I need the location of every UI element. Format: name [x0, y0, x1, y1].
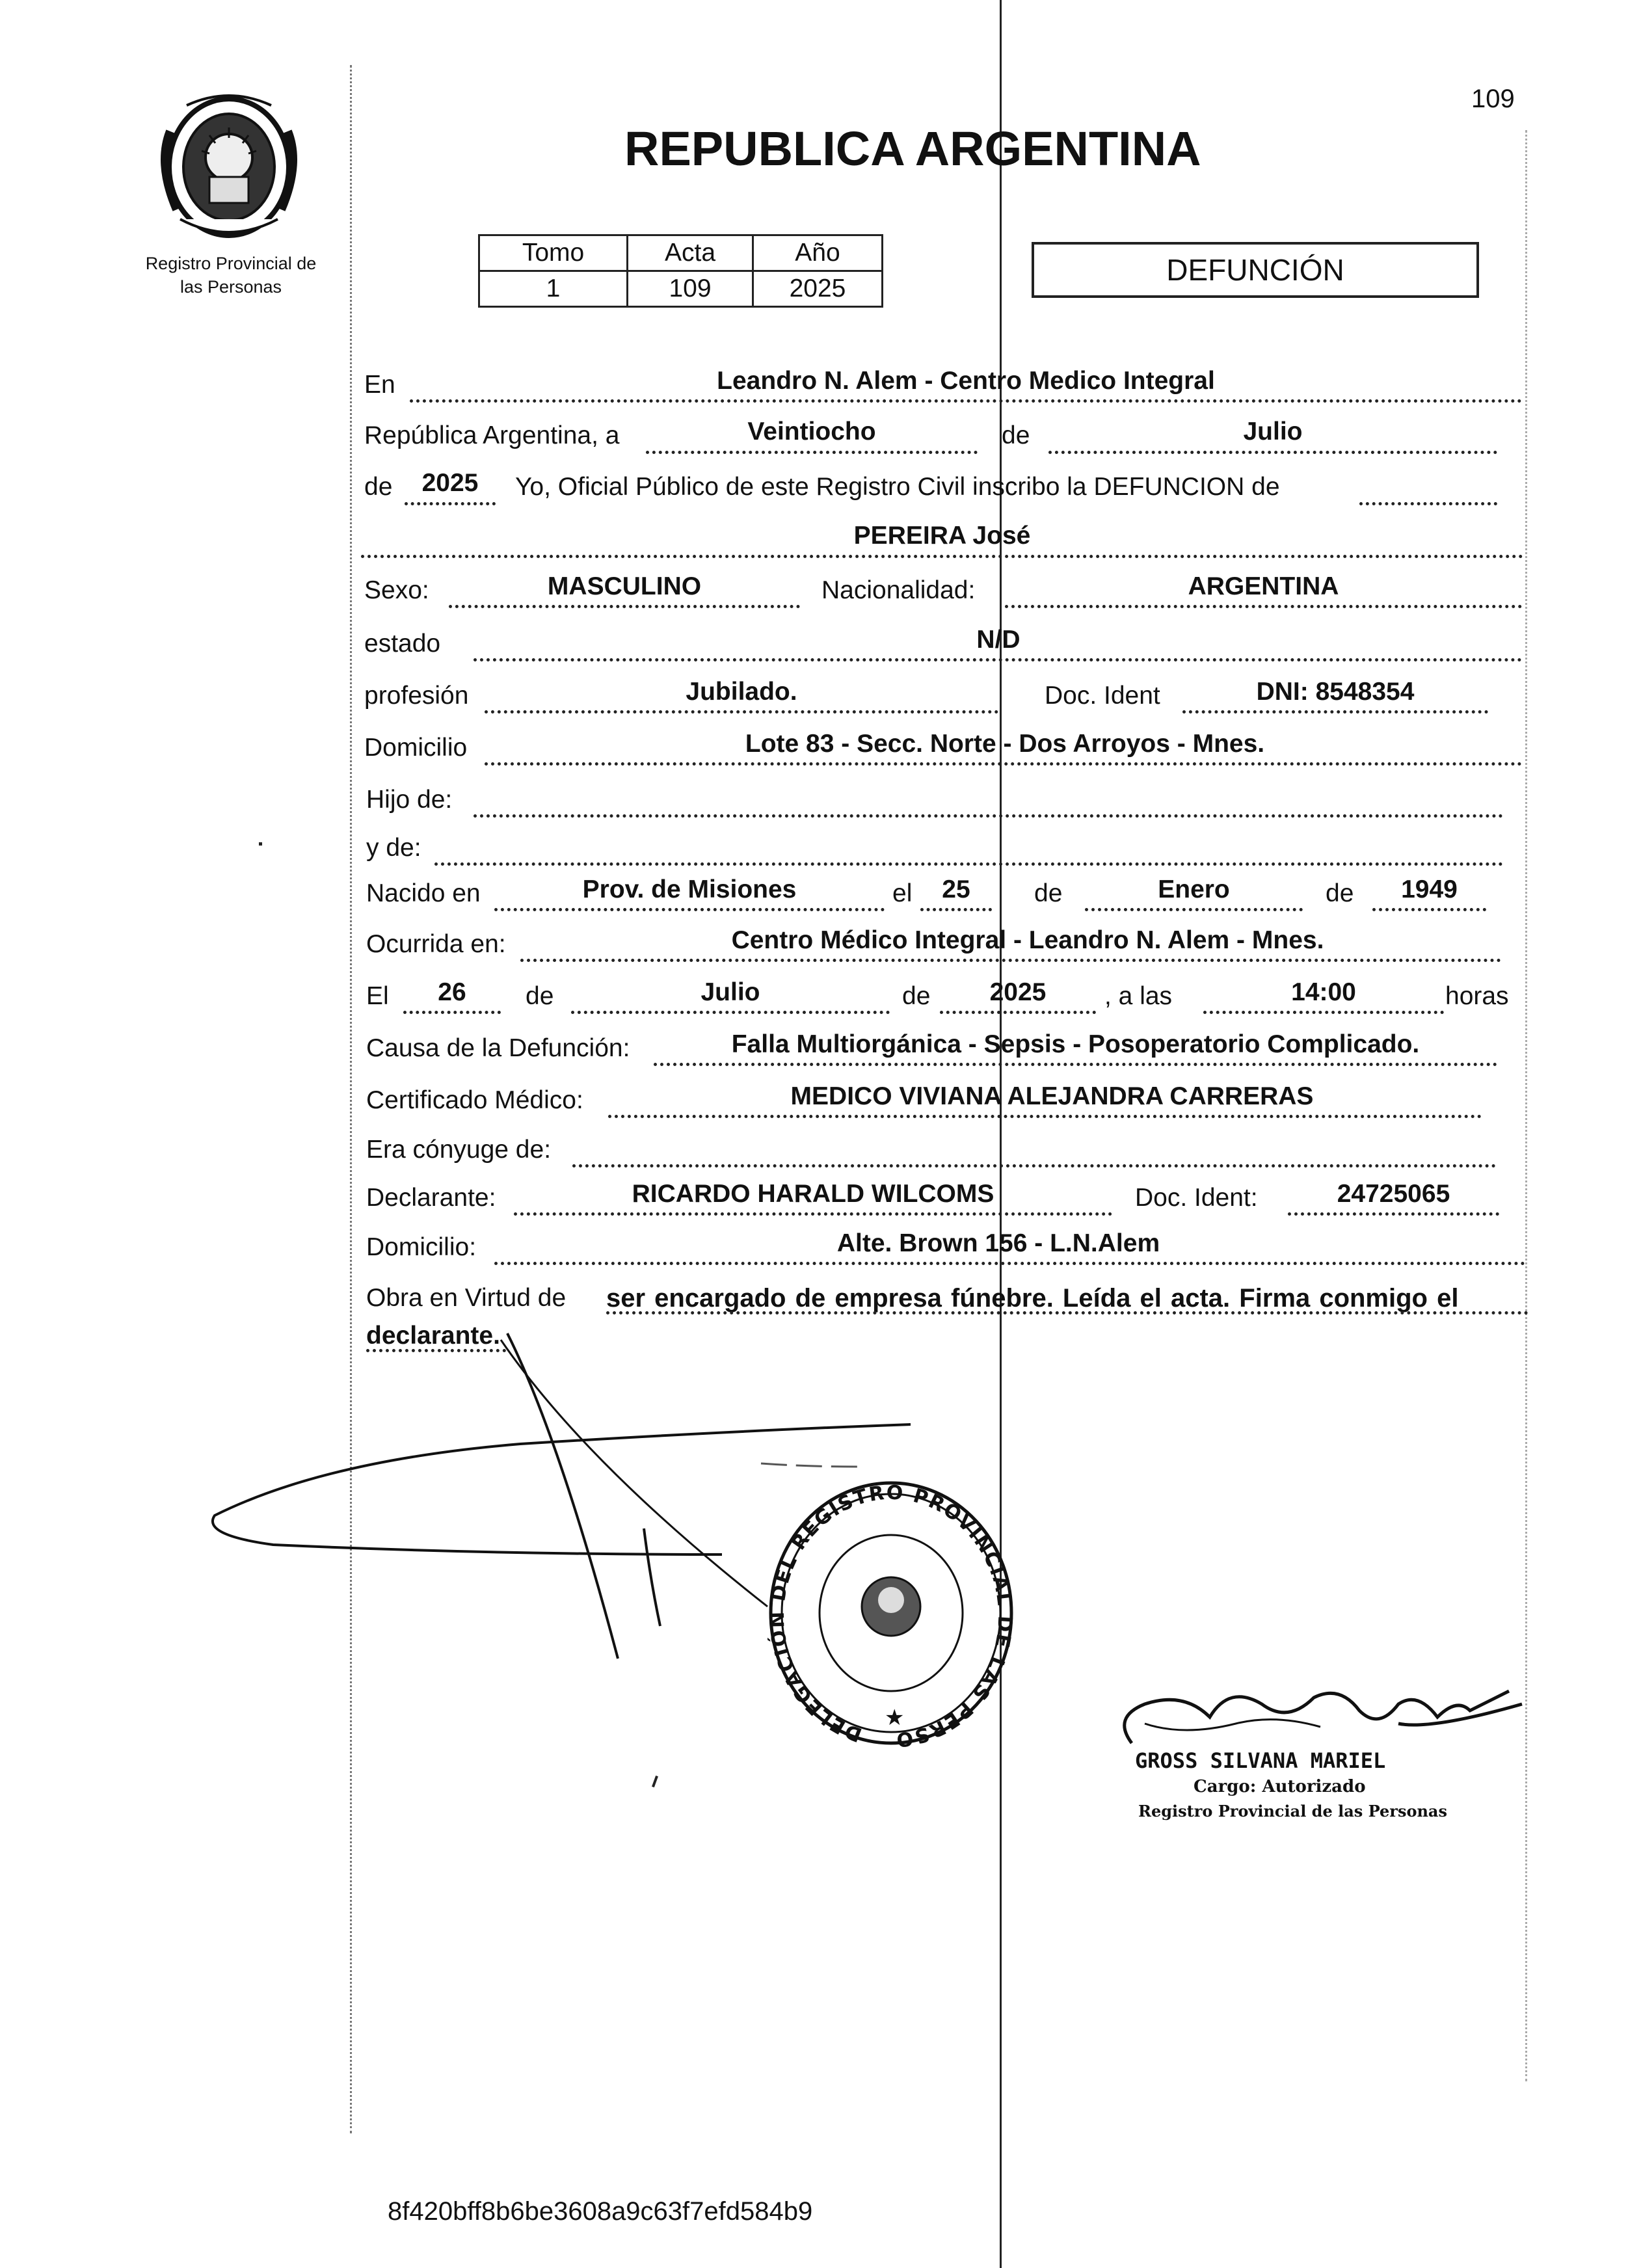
document-hash: 8f420bff8b6be3608a9c63f7efd584b9 [388, 2197, 813, 2226]
dotted-line [434, 862, 1503, 866]
dotted-line [474, 658, 1522, 661]
dotted-line [410, 399, 1522, 403]
label-domicilio: Domicilio [364, 734, 468, 762]
dotted-line [405, 502, 496, 505]
label-profesion: profesión [364, 682, 469, 710]
label-domicilio-2: Domicilio: [366, 1233, 477, 1261]
dotted-line [520, 959, 1501, 962]
agency-name-line1: Registro Provincial de [145, 254, 317, 273]
declarant-doc-value: 24725065 [1337, 1180, 1450, 1208]
label-de-2: de [1326, 879, 1354, 907]
label-estado: estado [364, 630, 441, 658]
birth-day-value: 25 [942, 875, 970, 903]
dotted-line [1359, 502, 1497, 505]
dotted-line [1005, 605, 1522, 608]
dotted-line [1048, 451, 1497, 454]
dotted-line [403, 1011, 501, 1014]
year-value: 2025 [421, 469, 479, 497]
page-number: 109 [1471, 85, 1515, 113]
left-margin-line [350, 65, 352, 2133]
agency-name-line2: las Personas [180, 277, 282, 297]
label-de-4: de [902, 982, 931, 1010]
dotted-line [571, 1011, 890, 1014]
deceased-name-value: PEREIRA José [853, 522, 1031, 550]
label-sexo: Sexo: [364, 576, 429, 604]
document-title: REPUBLICA ARGENTINA [624, 122, 1201, 176]
label-doc-ident-2: Doc. Ident: [1135, 1184, 1258, 1212]
place-value: Leandro N. Alem - Centro Medico Integral [717, 367, 1215, 395]
label-el: el [892, 879, 913, 907]
dotted-line [485, 710, 998, 714]
reference-table [478, 234, 883, 308]
label-a-las: , a las [1104, 982, 1173, 1010]
dotted-line [1288, 1212, 1499, 1216]
death-day-value: 26 [438, 978, 466, 1006]
label-hijo-de: Hijo de: [366, 786, 453, 814]
dotted-line [1085, 908, 1303, 911]
dotted-line [1182, 710, 1488, 714]
birth-year-value: 1949 [1401, 875, 1458, 903]
anio-value: 2025 [753, 271, 883, 307]
address-value: Lote 83 - Secc. Norte - Dos Arroyos - Mnes. [745, 730, 1265, 758]
dotted-line [654, 1063, 1497, 1066]
death-time-value: 14:00 [1291, 978, 1356, 1006]
label-el-cap: El [366, 982, 389, 1010]
official-stamp-line2: Cargo: Autorizado [1194, 1777, 1366, 1796]
tomo-value: 1 [479, 271, 628, 307]
record-type-box: DEFUNCIÓN [1032, 242, 1479, 298]
certifier-value: MEDICO VIVIANA ALEJANDRA CARRERAS [790, 1082, 1314, 1110]
death-month-value: Julio [701, 978, 760, 1006]
birth-month-value: Enero [1158, 875, 1230, 903]
dotted-line [608, 1115, 1482, 1118]
label-de-year: de [364, 473, 393, 501]
declarant-value: RICARDO HARALD WILCOMS [632, 1180, 994, 1208]
fold-line [1000, 0, 1002, 2268]
label-de-3: de [526, 982, 554, 1010]
doc-id-value: DNI: 8548354 [1256, 678, 1415, 706]
label-obra: Obra en Virtud de [366, 1284, 567, 1312]
acta-value: 109 [628, 271, 753, 307]
label-republica: República Argentina, a [364, 421, 620, 449]
dotted-line [494, 1262, 1525, 1265]
acta-header: Acta [628, 235, 753, 271]
label-nacionalidad: Nacionalidad: [821, 576, 976, 604]
dotted-line [485, 762, 1522, 766]
dotted-line [449, 605, 800, 608]
province-emblem-icon [151, 86, 307, 242]
label-en: En [364, 371, 395, 399]
label-de-1: de [1034, 879, 1063, 907]
label-yo: Yo, Oficial Público de este Registro Civil inscribo la DEFUNCION de [515, 473, 1280, 501]
dotted-line [494, 908, 885, 911]
sex-value: MASCULINO [547, 572, 702, 600]
cause-value: Falla Multiorgánica - Sepsis - Posoperatorio Complicado. [731, 1030, 1420, 1058]
death-year-value: 2025 [989, 978, 1047, 1006]
dotted-line [514, 1212, 1112, 1216]
day-words-value: Veintiocho [747, 418, 876, 446]
month-value: Julio [1243, 418, 1303, 446]
dotted-line [940, 1011, 1096, 1014]
reason-line1-value: ser encargado de empresa fúnebre. Leída el acta. Firma conmigo el [606, 1284, 1459, 1313]
dotted-line [606, 1311, 1528, 1314]
label-conyuge: Era cónyuge de: [366, 1136, 552, 1164]
label-horas: horas [1445, 982, 1509, 1010]
profession-value: Jubilado. [686, 678, 797, 706]
reason-line2-value: declarante. [366, 1322, 500, 1350]
svg-text:★: ★ [885, 1705, 905, 1731]
label-y-de: y de: [366, 834, 421, 862]
label-doc-ident: Doc. Ident [1045, 682, 1160, 710]
mark [259, 842, 262, 846]
label-de: de [1002, 421, 1030, 449]
dotted-line [1203, 1011, 1444, 1014]
label-declarante: Declarante: [366, 1184, 496, 1212]
label-certificado: Certificado Médico: [366, 1086, 583, 1114]
dotted-line [572, 1164, 1496, 1167]
dotted-line [646, 451, 978, 454]
death-place-value: Centro Médico Integral - Leandro N. Alem - Mnes. [731, 926, 1324, 954]
declarant-address-value: Alte. Brown 156 - L.N.Alem [836, 1229, 1160, 1257]
official-stamp-line3: Registro Provincial de las Personas [1138, 1802, 1447, 1821]
mark [652, 1776, 658, 1787]
label-ocurrida-en: Ocurrida en: [366, 930, 506, 958]
dotted-line [920, 908, 992, 911]
dotted-line [474, 814, 1503, 818]
svg-text:DELEGACIÓN DEL REGISTRO PROVIN: DELEGACIÓN DEL REGISTRO PROVINCIAL DE LAS PERSO [767, 1481, 1015, 1750]
right-margin-line [1525, 130, 1527, 2081]
tomo-header: Tomo [479, 235, 628, 271]
dotted-line [1372, 908, 1486, 911]
label-nacido-en: Nacido en [366, 879, 481, 907]
label-causa: Causa de la Defunción: [366, 1034, 630, 1062]
official-stamp-line1: GROSS SILVANA MARIEL [1135, 1748, 1386, 1773]
nationality-value: ARGENTINA [1188, 572, 1339, 600]
civil-status-value: N/D [976, 626, 1021, 654]
dotted-line [361, 555, 1523, 558]
anio-header: Año [753, 235, 883, 271]
birth-place-value: Prov. de Misiones [582, 875, 797, 903]
registry-seal [767, 1476, 1015, 1750]
